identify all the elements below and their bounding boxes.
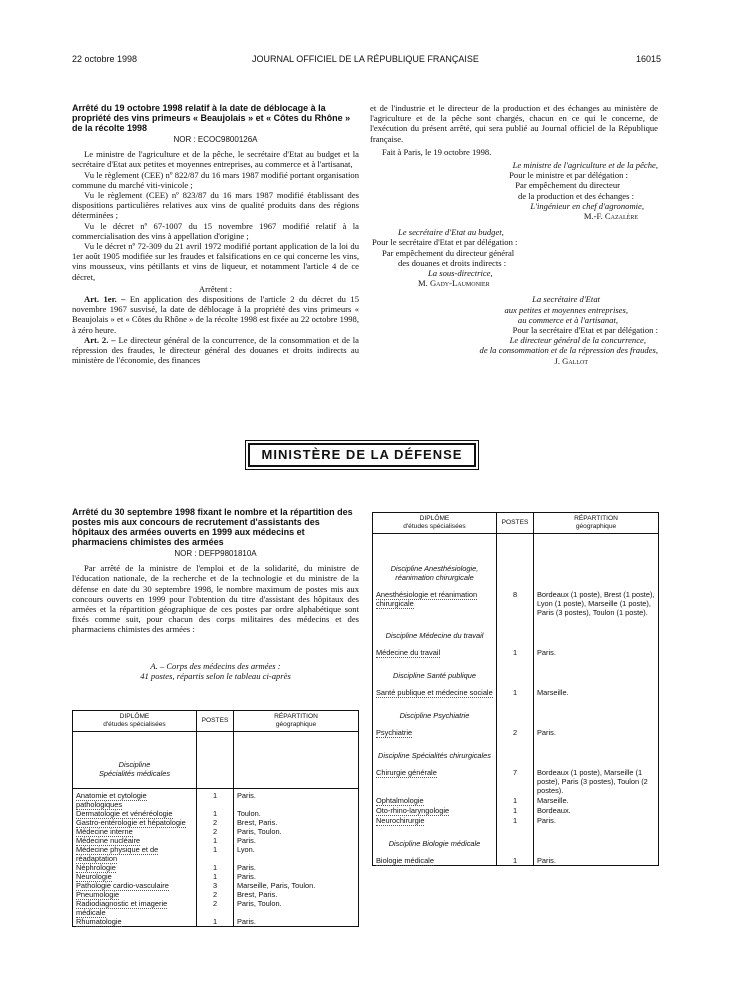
- signature-line: La sous-directrice,: [428, 268, 493, 279]
- table-row: [73, 863, 359, 872]
- article2-label: Art. 2. –: [84, 334, 116, 345]
- row-repartition: Bordeaux (1 poste), Brest (1 poste), Lyon (1 poste), Marseille (1 poste), Paris (3 postes), Toulon (1 poste).: [534, 590, 659, 617]
- row-repartition: Paris.: [234, 789, 359, 810]
- empty-cell: [497, 617, 534, 648]
- table-row: [73, 899, 359, 917]
- row-repartition: Paris.: [534, 648, 659, 657]
- signature-line: aux petites et moyennes entreprises,: [504, 304, 628, 315]
- signature-name: M.-F. Cazalère: [583, 211, 638, 222]
- table-row: [73, 789, 359, 810]
- row-postes: 2: [197, 827, 234, 836]
- empty-cell: [497, 697, 534, 728]
- row-postes: 1: [197, 789, 234, 810]
- arrete1-para: Vu le règlement (CEE) nº 823/87 du 16 mars 1987 modifié établissant des dispositions particulières relatives aux vins de qualité produits dans des régions déterminées ;: [72, 190, 359, 221]
- row-diplome: Pneumologie: [73, 890, 197, 899]
- discipline-label: Discipline Psychiatrie: [373, 697, 497, 728]
- table-row: [73, 818, 359, 827]
- row-repartition: Toulon.: [234, 809, 359, 818]
- arrete1-nor: NOR : ECOC9800126A: [173, 135, 258, 144]
- row-postes: 8: [497, 590, 534, 617]
- row-postes: 2: [197, 890, 234, 899]
- table-row: [373, 795, 659, 805]
- discipline-row: [373, 737, 659, 768]
- row-postes: 1: [197, 845, 234, 863]
- arrete1-para: Le ministre de l'agriculture et de la pêche, le secrétaire d'Etat au budget et la secrétaire d'Etat aux petites et moyennes entreprises, au commerce et à l'artisanat,: [72, 149, 359, 170]
- row-postes: 1: [197, 917, 234, 927]
- row-diplome: Médecine du travail: [373, 648, 497, 657]
- row-repartition: Paris.: [234, 872, 359, 881]
- row-repartition: Paris, Toulon.: [234, 827, 359, 836]
- discipline-label: Discipline Médecine du travail: [373, 617, 497, 648]
- empty-cell: [497, 825, 534, 856]
- row-diplome: Médecine physique et de réadaptation: [73, 845, 197, 863]
- arrete1-continuation: et de l'industrie et le directeur de la production et des échanges au ministère de l'agriculture et de la pêche sont chargés, chacun en ce qui le concerne, de l'exécution du présent arrêté, qui sera publié au Journal officiel de la République française.: [370, 103, 658, 144]
- arrete1-left-column: [72, 103, 359, 365]
- col-header-diplome: DIPLÔME d'études spécialisées: [73, 711, 197, 732]
- row-repartition: Paris.: [234, 917, 359, 927]
- section-a-subheading: 41 postes, répartis selon le tableau ci-après: [140, 670, 291, 681]
- row-repartition: Marseille.: [534, 795, 659, 805]
- col-header-postes: POSTES: [497, 513, 534, 534]
- row-diplome: Oto-rhino-laryngologie: [373, 805, 497, 815]
- header-page-number: 16015: [635, 54, 661, 64]
- row-postes: 7: [497, 768, 534, 795]
- signature-line: de la consommation et de la répression des fraudes,: [479, 345, 658, 356]
- empty-cell: [534, 825, 659, 856]
- col-header-repartition: RÉPARTITION géographique: [534, 513, 659, 534]
- row-postes: 1: [197, 836, 234, 845]
- discipline-row: [73, 732, 359, 789]
- row-diplome: Rhumatologie: [73, 917, 197, 927]
- header-date: 22 octobre 1998: [72, 54, 138, 64]
- signature-line: au commerce et à l'artisanat,: [517, 314, 618, 325]
- signature-line: Pour le ministre et par délégation :: [509, 170, 628, 181]
- arrete2-title: Arrêté du 30 septembre 1998 fixant le nombre et la répartition des postes mis aux concours de recrutement d'assistants des hôpitaux des armées ouverts en 1999 aux médecins et pharmaciens chimistes des armées: [72, 507, 353, 547]
- table-row: [373, 815, 659, 825]
- signature-name: J. Gallot: [554, 355, 588, 366]
- arrete2-nor: NOR : DEFP9801810A: [174, 549, 257, 558]
- row-repartition: Marseille, Paris, Toulon.: [234, 881, 359, 890]
- col-header-diplome: DIPLÔME d'études spécialisées: [373, 513, 497, 534]
- empty-cell: [497, 534, 534, 591]
- row-repartition: Paris.: [234, 863, 359, 872]
- table-row: [73, 809, 359, 818]
- row-diplome: Dermatologie et vénéréologie: [73, 809, 197, 818]
- empty-cell: [534, 697, 659, 728]
- arrete1-title: Arrêté du 19 octobre 1998 relatif à la date de déblocage à la propriété des vins primeurs « Beaujolais » et « Côtes du Rhône » de la récolte 1998: [72, 103, 351, 133]
- discipline-row: [373, 534, 659, 591]
- arrete2-paragraph: Par arrêté de la ministre de l'emploi et de la solidarité, du ministre de l'éducation nationale, de la recherche et de la technologie et du ministre de la défense en date du 30 septembre 1998, le nombre maximum de postes mis aux concours ouverts en 1999 pour l'obtention du titre d'assistant des hôpitaux des armées et la répartition géographique de ces postes par ordre alphabétique sont fixés comme suit, pour chacun des corps militaires des médecins et des pharmaciens chimistes des armées :: [72, 563, 359, 635]
- col-header-postes: POSTES: [197, 711, 234, 732]
- table-row: [73, 827, 359, 836]
- row-diplome: Chirurgie générale: [373, 768, 497, 795]
- arrete1-para: Vu le règlement (CEE) nº 822/87 du 16 mars 1987 modifié portant organisation commune du marché viti-vinicole ;: [72, 169, 359, 190]
- discipline-row: [373, 825, 659, 856]
- row-diplome: Biologie médicale: [373, 856, 497, 866]
- signature-line: des douanes et droits indirects :: [398, 257, 507, 268]
- row-diplome: Médecine interne: [73, 827, 197, 836]
- discipline-row: [373, 657, 659, 688]
- discipline-row: [373, 617, 659, 648]
- row-repartition: Marseille.: [534, 688, 659, 697]
- row-postes: 1: [497, 795, 534, 805]
- row-diplome: Santé publique et médecine sociale: [373, 688, 497, 697]
- table-row: [73, 890, 359, 899]
- empty-cell: [534, 737, 659, 768]
- signature-block-commerce: [370, 294, 658, 365]
- signature-line: Par empêchement du directeur général: [382, 247, 515, 258]
- row-repartition: Paris, Toulon.: [234, 899, 359, 917]
- table-row: [73, 845, 359, 863]
- table-row: [373, 856, 659, 866]
- empty-cell: [497, 657, 534, 688]
- empty-cell: [534, 657, 659, 688]
- arrete1-arretent: Arrêtent :: [198, 283, 233, 294]
- table-row: [373, 728, 659, 737]
- table-row: [373, 688, 659, 697]
- row-diplome: Neurologie: [73, 872, 197, 881]
- row-postes: 1: [197, 863, 234, 872]
- row-postes: 1: [497, 815, 534, 825]
- arrete1-article2: [72, 335, 359, 366]
- row-repartition: Paris.: [234, 836, 359, 845]
- signature-line: Par empêchement du directeur: [515, 180, 620, 191]
- row-repartition: Lyon.: [234, 845, 359, 863]
- row-postes: 1: [197, 809, 234, 818]
- table-row: [73, 917, 359, 927]
- arrete2-left-column: [72, 507, 359, 681]
- table-row: [73, 836, 359, 845]
- row-repartition: Paris.: [534, 728, 659, 737]
- arrete1-para: Vu le décret nº 72-309 du 21 avril 1972 modifié portant application de la loi du 1er août 1905 modifiée sur les fraudes et falsifications en ce qui concerne les vins, vins mousseux, vins pétillants et vins de liqueur, et notamment l'article 4 de ce décret,: [72, 241, 359, 282]
- signature-block-agriculture: [370, 160, 658, 221]
- row-repartition: Bordeaux.: [534, 805, 659, 815]
- row-diplome: Anatomie et cytologie pathologiques: [73, 789, 197, 810]
- row-repartition: Paris.: [534, 815, 659, 825]
- signature-name: M. Gady-Laumonier: [418, 278, 490, 289]
- row-postes: 1: [197, 872, 234, 881]
- discipline-label: Discipline Spécialités chirurgicales: [373, 737, 497, 768]
- table-row: [373, 768, 659, 795]
- table-row: [373, 590, 659, 617]
- discipline-label: Discipline Anesthésiologie, réanimation chirurgicale: [373, 534, 497, 591]
- row-diplome: Médecine nucléaire: [73, 836, 197, 845]
- arrete1-right-column: [370, 103, 658, 366]
- signature-block-budget: [370, 227, 658, 288]
- row-repartition: Brest, Paris.: [234, 890, 359, 899]
- signature-line: Le ministre de l'agriculture et de la pêche,: [512, 160, 658, 171]
- empty-cell: [497, 737, 534, 768]
- signature-line: Pour la secrétaire d'Etat et par délégation :: [512, 325, 658, 336]
- signature-line: L'ingénieur en chef d'agronomie,: [530, 200, 644, 211]
- article1-text: En application des dispositions de l'article 2 du décret du 15 novembre 1967 susvisé, la date de déblocage à la propriété des vins primeurs « Beaujolais » et « Côtes du Rhône » de la récolte 1998 est fixée au 22 octobre 1998, à zéro heure.: [72, 294, 359, 335]
- table-row: [73, 872, 359, 881]
- row-postes: 2: [497, 728, 534, 737]
- table-medical-specialties: [72, 710, 359, 927]
- discipline-label: Discipline Spécialités médicales: [73, 732, 197, 789]
- col-header-repartition: RÉPARTITION géographique: [234, 711, 359, 732]
- table-header-row: [73, 711, 359, 732]
- row-postes: 1: [497, 856, 534, 866]
- row-repartition: Brest, Paris.: [234, 818, 359, 827]
- ministry-heading: MINISTÈRE DE LA DÉFENSE: [248, 443, 476, 467]
- row-repartition: Paris.: [534, 856, 659, 866]
- row-diplome: Néphrologie: [73, 863, 197, 872]
- empty-cell: [534, 534, 659, 591]
- arrete1-fait: Fait à Paris, le 19 octobre 1998.: [382, 146, 492, 157]
- signature-line: Le directeur général de la concurrence,: [509, 335, 646, 346]
- empty-cell: [534, 617, 659, 648]
- discipline-row: [373, 697, 659, 728]
- discipline-label: Discipline Biologie médicale: [373, 825, 497, 856]
- row-postes: 2: [197, 899, 234, 917]
- row-diplome: Neurochirurgie: [373, 815, 497, 825]
- arrete1-para: Vu le décret nº 67-1007 du 15 novembre 1967 modifié relatif à la commercialisation des vins à appellation d'origine ;: [72, 220, 359, 241]
- table-row: [73, 881, 359, 890]
- row-postes: 1: [497, 805, 534, 815]
- article2-text: Le directeur général de la concurrence, de la consommation et de la répression des fraudes, le directeur général des douanes et droits indirects au ministère de l'économie, des finances: [72, 334, 359, 366]
- row-diplome: Gastro-entérologie et hépatologie: [73, 818, 197, 827]
- row-diplome: Pathologie cardio-vasculaire: [73, 881, 197, 890]
- arrete1-article1: [72, 294, 359, 335]
- row-postes: 2: [197, 818, 234, 827]
- table-row: [373, 648, 659, 657]
- signature-line: de la production et des échanges :: [518, 190, 634, 201]
- row-diplome: Psychiatrie: [373, 728, 497, 737]
- table-row: [373, 805, 659, 815]
- table-header-row: [373, 513, 659, 534]
- header-journal: JOURNAL OFFICIEL DE LA RÉPUBLIQUE FRANÇAISE: [252, 54, 479, 64]
- signature-line: La secrétaire d'Etat: [532, 294, 600, 305]
- table-other-disciplines: [372, 512, 659, 866]
- discipline-label: Discipline Santé publique: [373, 657, 497, 688]
- row-diplome: Radiodiagnostic et imagerie médicale: [73, 899, 197, 917]
- article1-label: Art. 1er. –: [84, 294, 126, 305]
- signature-line: Le secrétaire d'Etat au budget,: [398, 227, 504, 238]
- signature-line: Pour le secrétaire d'Etat et par délégation :: [372, 237, 518, 248]
- row-repartition: Bordeaux (1 poste), Marseille (1 poste), Paris (3 postes), Toulon (2 postes).: [534, 768, 659, 795]
- row-postes: 3: [197, 881, 234, 890]
- row-diplome: Ophtalmologie: [373, 795, 497, 805]
- row-postes: 1: [497, 648, 534, 657]
- row-diplome: Anesthésiologie et réanimation chirurgicale: [373, 590, 497, 617]
- section-a-heading: A. – Corps des médecins des armées :: [150, 660, 281, 671]
- row-postes: 1: [497, 688, 534, 697]
